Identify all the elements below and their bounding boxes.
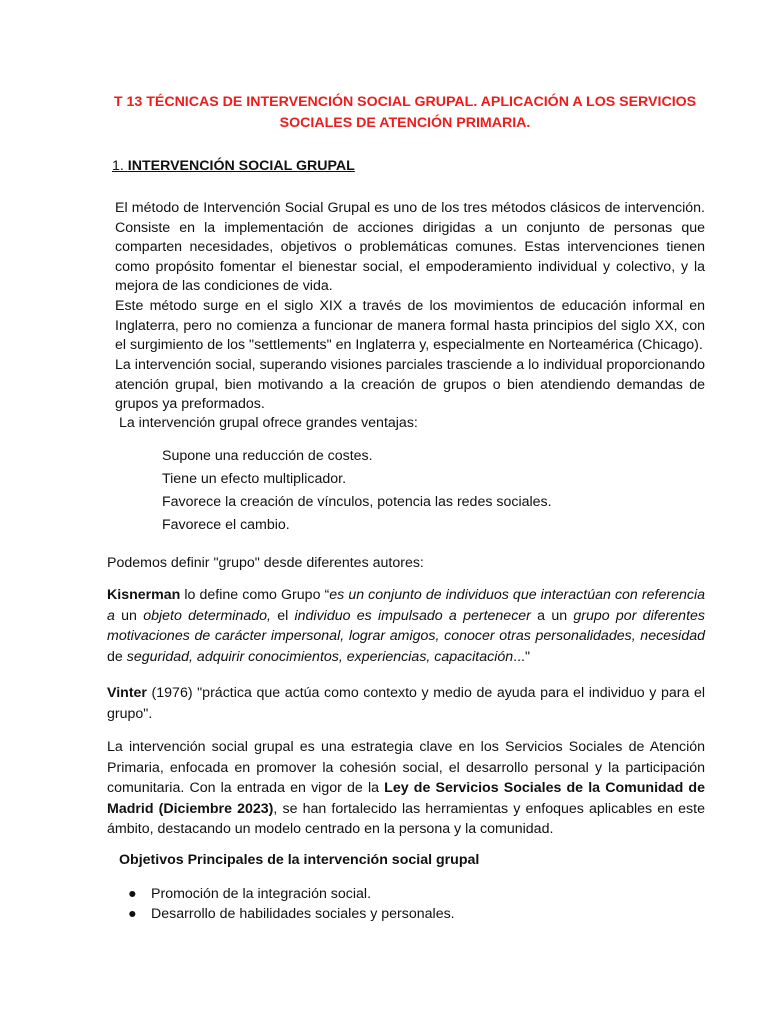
kisnerman-text: a un [530,607,574,624]
kisnerman-quote: individuo es impulsado a pertenecer [294,607,531,624]
list-item-text: Desarrollo de habilidades sociales y personales. [151,906,455,922]
paragraph-ley [107,737,705,840]
objectives-list [128,884,455,924]
kisnerman-text: el [270,607,295,624]
ley-text: La intervención social grupal es una estrategia clave en los Servicios Sociales de Atención Primaria, enfocada en promover la cohesión social, el desarrollo personal y la participación comunitaria. Con la entrada en vigor de la [107,739,705,796]
author-vinter: Vinter [107,685,147,701]
ley-text: , se han fortalecido las herramientas y enfoques aplicables en este ámbito, destacando un modelo centrado en la persona y la comunidad. [107,800,705,837]
benefit-item: Favorece la creación de vínculos, potencia las redes sociales. [162,494,552,510]
title-line-1: T 13 TÉCNICAS DE INTERVENCIÓN SOCIAL GRUPAL. APLICACIÓN A LOS SERVICIOS [113,94,697,110]
section-heading [112,156,355,176]
objectives-heading: Objetivos Principales de la intervención social grupal [119,852,480,868]
ley-name: Ley de Servicios Sociales de la Comunidad de Madrid (Diciembre 2023) [107,780,705,817]
document-title [90,92,720,134]
kisnerman-text: un [114,607,144,624]
paragraph-define-group: Podemos definir "grupo" desde diferentes autores: [107,555,424,571]
paragraph-method-origin: Este método surge en el siglo XIX a través de los movimientos de educación informal en Inglaterra, pero no comienza a funcionar de manera formal hasta principios del siglo XX, con el surgimiento de los "settlements" en Inglaterra y, especialmente en Norteamérica (Chicago). [115,298,705,354]
bullet-icon: ● [128,886,137,902]
paragraph-kisnerman [107,585,705,667]
kisnerman-text: ..." [513,648,531,665]
section-number: 1. [112,158,128,174]
kisnerman-quote: grupo por diferentes motivaciones de carácter impersonal, lograr amigos, conocer otras personalidades, necesidad [107,607,705,644]
bullet-icon: ● [128,906,137,922]
kisnerman-text: lo define como Grupo “ [180,587,330,603]
paragraph-social-intervention: La intervención social, superando visiones parciales trasciende a lo individual proporcionando atención grupal, bien motivando a la creación de grupos o bien atendiendo demandas de grupos ya preformados. [115,357,705,413]
title-line-2: SOCIALES DE ATENCIÓN PRIMARIA. [279,115,531,131]
kisnerman-quote: objeto determinado, [143,607,271,624]
list-item [128,884,455,904]
list-item [128,904,455,924]
paragraph-advantages-intro: La intervención grupal ofrece grandes ventajas: [115,415,418,431]
vinter-text: (1976) "práctica que actúa como contexto y medio de ayuda para el individuo y para el grupo". [107,685,705,722]
kisnerman-quote: es un conjunto de individuos que interactúan con referencia a [107,587,705,624]
kisnerman-text: de [107,648,127,665]
kisnerman-quote: seguridad, adquirir conocimientos, experiencias, capacitación [126,648,514,665]
author-kisnerman: Kisnerman [107,587,181,603]
paragraph-method-intro: El método de Intervención Social Grupal es uno de los tres métodos clásicos de intervención. Consiste en la implementación de acciones dirigidas a un conjunto de personas que comparten necesidades, objetivos o problemáticas comunes. Estas intervenciones tienen como propósito fomentar el bienestar social, el empoderamiento individual y colectivo, y la mejora de las condiciones de vida. [115,200,705,295]
list-item-text: Promoción de la integración social. [151,886,372,902]
benefit-item: Supone una reducción de costes. [162,448,373,464]
section-title: INTERVENCIÓN SOCIAL GRUPAL [127,158,355,174]
benefit-item: Tiene un efecto multiplicador. [162,471,347,487]
paragraph-vinter [107,683,705,724]
benefit-item: Favorece el cambio. [162,517,290,533]
